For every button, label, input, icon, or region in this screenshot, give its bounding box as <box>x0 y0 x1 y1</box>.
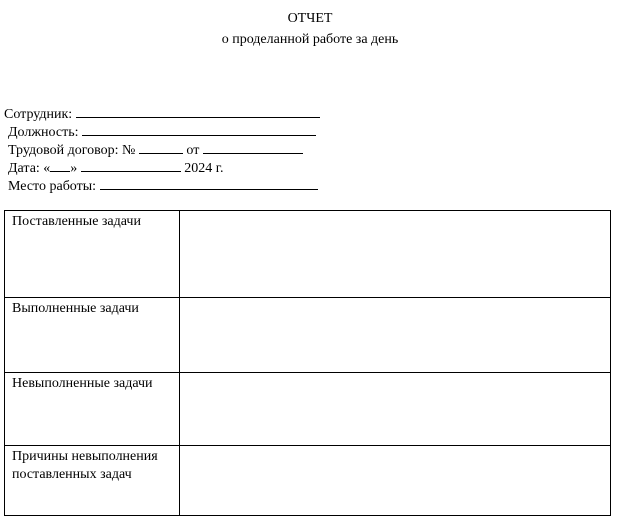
date-year: 2024 г. <box>184 161 224 176</box>
row-value-reasons[interactable] <box>180 446 611 516</box>
row-label-assigned: Поставленные задачи <box>5 211 180 298</box>
workplace-blank[interactable] <box>100 176 318 190</box>
table-row <box>5 211 611 298</box>
date-month-blank[interactable] <box>81 158 181 172</box>
date-prefix: Дата: « <box>8 161 51 176</box>
employee-label: Сотрудник: <box>4 107 73 122</box>
report-table <box>4 210 611 516</box>
document-subtitle: о проделанной работе за день <box>221 32 399 47</box>
table-row <box>5 373 611 446</box>
field-contract <box>8 140 303 159</box>
contract-date-blank[interactable] <box>203 140 303 154</box>
table-row <box>5 446 611 516</box>
contract-from-label: от <box>186 143 200 158</box>
field-date <box>8 158 223 177</box>
row-label-not-completed: Невыполненные задачи <box>5 373 180 446</box>
row-label-reasons: Причины невыполнения поставленных задач <box>5 446 180 516</box>
row-value-not-completed[interactable] <box>180 373 611 446</box>
row-value-completed[interactable] <box>180 298 611 373</box>
field-workplace <box>8 176 318 195</box>
date-day-blank[interactable] <box>50 158 70 172</box>
contract-label: Трудовой договор: № <box>8 143 136 158</box>
position-blank[interactable] <box>82 122 316 136</box>
row-value-assigned[interactable] <box>180 211 611 298</box>
workplace-label: Место работы: <box>8 179 97 194</box>
employee-blank[interactable] <box>76 104 320 118</box>
position-label: Должность: <box>8 125 79 140</box>
table-row <box>5 298 611 373</box>
row-label-completed: Выполненные задачи <box>5 298 180 373</box>
contract-number-blank[interactable] <box>139 140 183 154</box>
field-employee <box>4 104 320 123</box>
document-title: ОТЧЕТ <box>287 11 333 26</box>
date-mid: » <box>70 161 78 176</box>
field-position <box>8 122 316 141</box>
